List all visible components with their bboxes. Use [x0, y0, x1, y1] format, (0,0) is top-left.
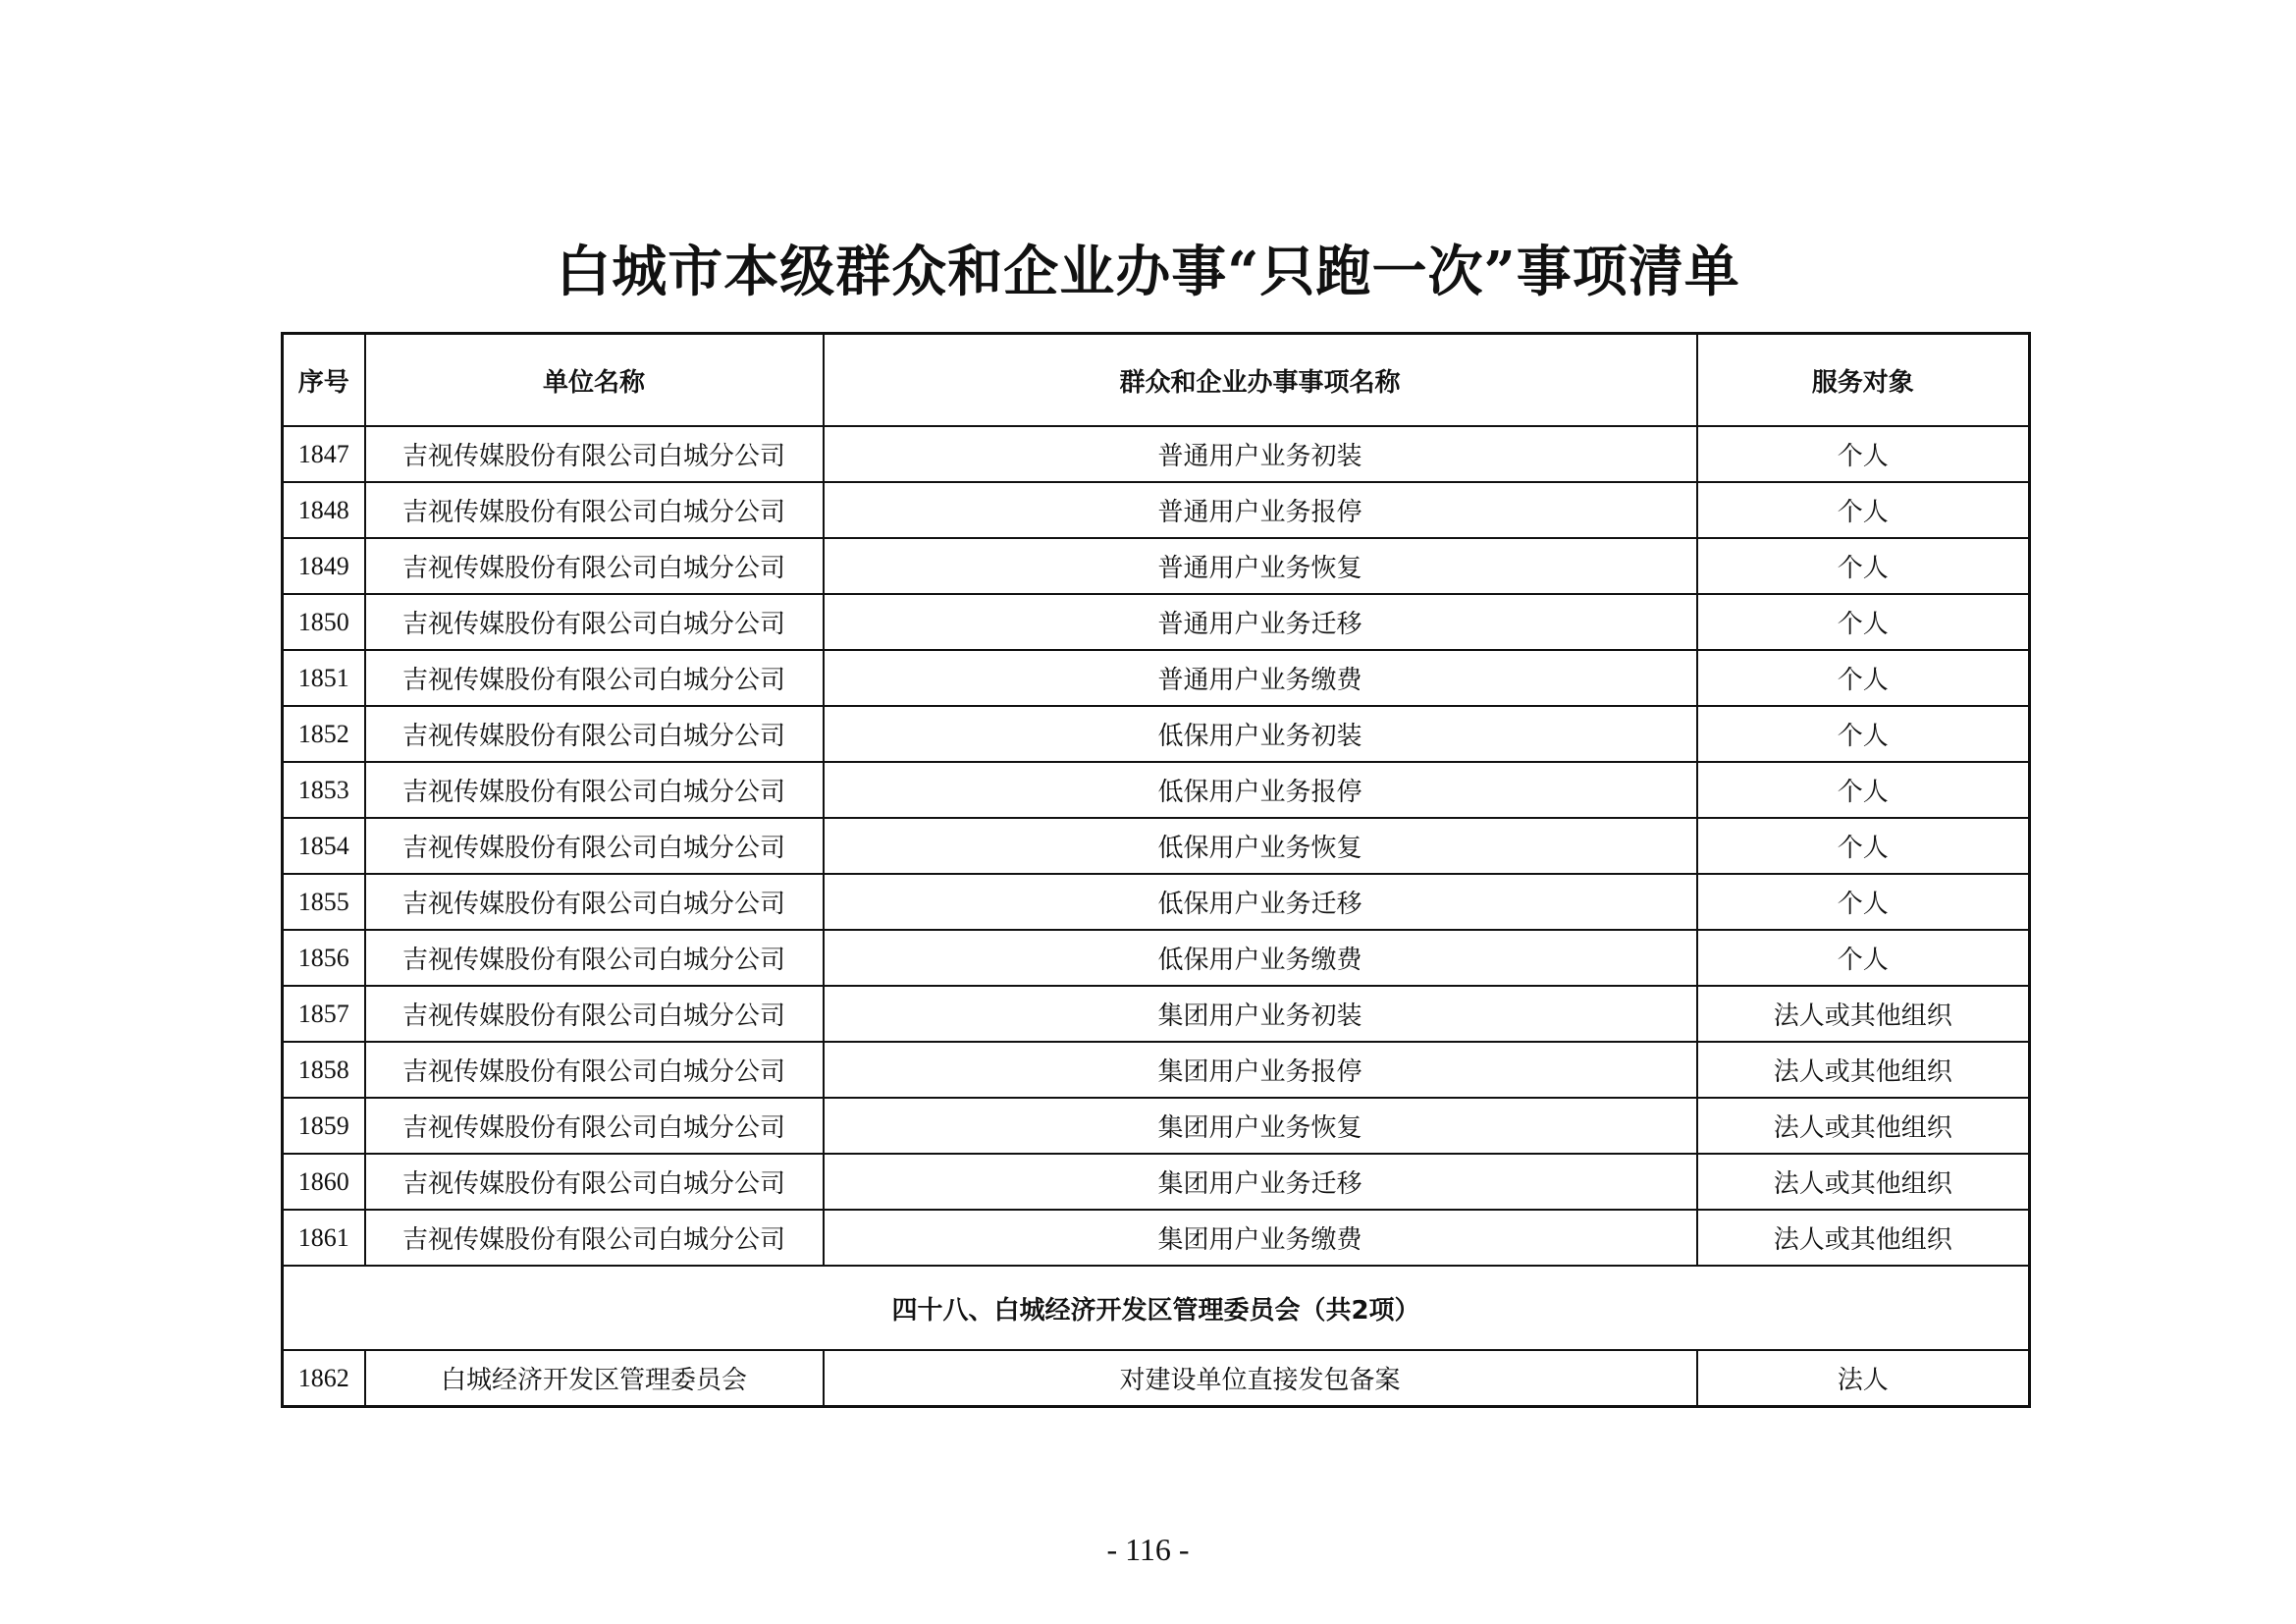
cell-target: 法人 [1697, 1350, 2030, 1407]
cell-no: 1857 [283, 986, 365, 1042]
cell-no: 1858 [283, 1042, 365, 1098]
table-row [283, 482, 2030, 538]
header-no: 序号 [283, 334, 365, 427]
cell-unit: 吉视传媒股份有限公司白城分公司 [365, 1154, 824, 1210]
cell-no: 1847 [283, 426, 365, 482]
cell-item: 集团用户业务恢复 [824, 1098, 1697, 1154]
cell-target: 个人 [1697, 538, 2030, 594]
table-row [283, 1154, 2030, 1210]
cell-unit: 吉视传媒股份有限公司白城分公司 [365, 1098, 824, 1154]
cell-no: 1860 [283, 1154, 365, 1210]
cell-unit: 吉视传媒股份有限公司白城分公司 [365, 482, 824, 538]
cell-target: 法人或其他组织 [1697, 986, 2030, 1042]
cell-no: 1855 [283, 874, 365, 930]
cell-unit: 吉视传媒股份有限公司白城分公司 [365, 1210, 824, 1266]
cell-no: 1861 [283, 1210, 365, 1266]
cell-item: 集团用户业务报停 [824, 1042, 1697, 1098]
table-row [283, 594, 2030, 650]
cell-no: 1852 [283, 706, 365, 762]
table-row [283, 1098, 2030, 1154]
table-header-row [283, 334, 2030, 427]
cell-target: 个人 [1697, 762, 2030, 818]
cell-unit: 吉视传媒股份有限公司白城分公司 [365, 818, 824, 874]
cell-item: 低保用户业务恢复 [824, 818, 1697, 874]
cell-unit: 吉视传媒股份有限公司白城分公司 [365, 650, 824, 706]
cell-item: 集团用户业务缴费 [824, 1210, 1697, 1266]
cell-no: 1850 [283, 594, 365, 650]
cell-no: 1859 [283, 1098, 365, 1154]
items-table [281, 332, 2031, 1408]
cell-target: 个人 [1697, 874, 2030, 930]
table-row [283, 1042, 2030, 1098]
cell-unit: 吉视传媒股份有限公司白城分公司 [365, 426, 824, 482]
cell-unit: 吉视传媒股份有限公司白城分公司 [365, 538, 824, 594]
table-row [283, 1210, 2030, 1266]
header-unit: 单位名称 [365, 334, 824, 427]
cell-item: 低保用户业务报停 [824, 762, 1697, 818]
cell-item: 低保用户业务缴费 [824, 930, 1697, 986]
cell-unit: 吉视传媒股份有限公司白城分公司 [365, 762, 824, 818]
cell-target: 法人或其他组织 [1697, 1098, 2030, 1154]
cell-no: 1854 [283, 818, 365, 874]
cell-target: 个人 [1697, 594, 2030, 650]
cell-unit: 吉视传媒股份有限公司白城分公司 [365, 930, 824, 986]
document-title: 白城市本级群众和企业办事“只跑一次”事项清单 [556, 240, 1740, 304]
cell-unit: 吉视传媒股份有限公司白城分公司 [365, 706, 824, 762]
cell-unit: 吉视传媒股份有限公司白城分公司 [365, 986, 824, 1042]
table-row [283, 650, 2030, 706]
cell-item: 普通用户业务报停 [824, 482, 1697, 538]
section-header-label: 四十八、白城经济开发区管理委员会（共2项） [283, 1266, 2030, 1350]
cell-target: 个人 [1697, 482, 2030, 538]
cell-item: 集团用户业务初装 [824, 986, 1697, 1042]
cell-target: 个人 [1697, 650, 2030, 706]
table-row [283, 930, 2030, 986]
cell-no: 1856 [283, 930, 365, 986]
cell-unit: 吉视传媒股份有限公司白城分公司 [365, 594, 824, 650]
table-row [283, 538, 2030, 594]
cell-no: 1849 [283, 538, 365, 594]
table-row [283, 1350, 2030, 1407]
cell-unit: 吉视传媒股份有限公司白城分公司 [365, 874, 824, 930]
cell-no: 1862 [283, 1350, 365, 1407]
cell-target: 个人 [1697, 426, 2030, 482]
cell-unit: 吉视传媒股份有限公司白城分公司 [365, 1042, 824, 1098]
table-row [283, 874, 2030, 930]
cell-target: 个人 [1697, 930, 2030, 986]
cell-item: 普通用户业务缴费 [824, 650, 1697, 706]
cell-item: 普通用户业务迁移 [824, 594, 1697, 650]
table-row [283, 762, 2030, 818]
section-header-row [283, 1266, 2030, 1350]
cell-target: 个人 [1697, 818, 2030, 874]
cell-target: 法人或其他组织 [1697, 1154, 2030, 1210]
header-item: 群众和企业办事事项名称 [824, 334, 1697, 427]
header-target: 服务对象 [1697, 334, 2030, 427]
cell-no: 1853 [283, 762, 365, 818]
cell-item: 低保用户业务迁移 [824, 874, 1697, 930]
cell-unit: 白城经济开发区管理委员会 [365, 1350, 824, 1407]
cell-item: 集团用户业务迁移 [824, 1154, 1697, 1210]
cell-item: 普通用户业务恢复 [824, 538, 1697, 594]
page-number: - 116 - [1106, 1532, 1190, 1567]
table-row [283, 818, 2030, 874]
cell-item: 普通用户业务初装 [824, 426, 1697, 482]
cell-target: 个人 [1697, 706, 2030, 762]
cell-target: 法人或其他组织 [1697, 1042, 2030, 1098]
table-row [283, 706, 2030, 762]
cell-target: 法人或其他组织 [1697, 1210, 2030, 1266]
table-row [283, 986, 2030, 1042]
cell-item: 对建设单位直接发包备案 [824, 1350, 1697, 1407]
cell-no: 1851 [283, 650, 365, 706]
table-row [283, 426, 2030, 482]
cell-no: 1848 [283, 482, 365, 538]
cell-item: 低保用户业务初装 [824, 706, 1697, 762]
